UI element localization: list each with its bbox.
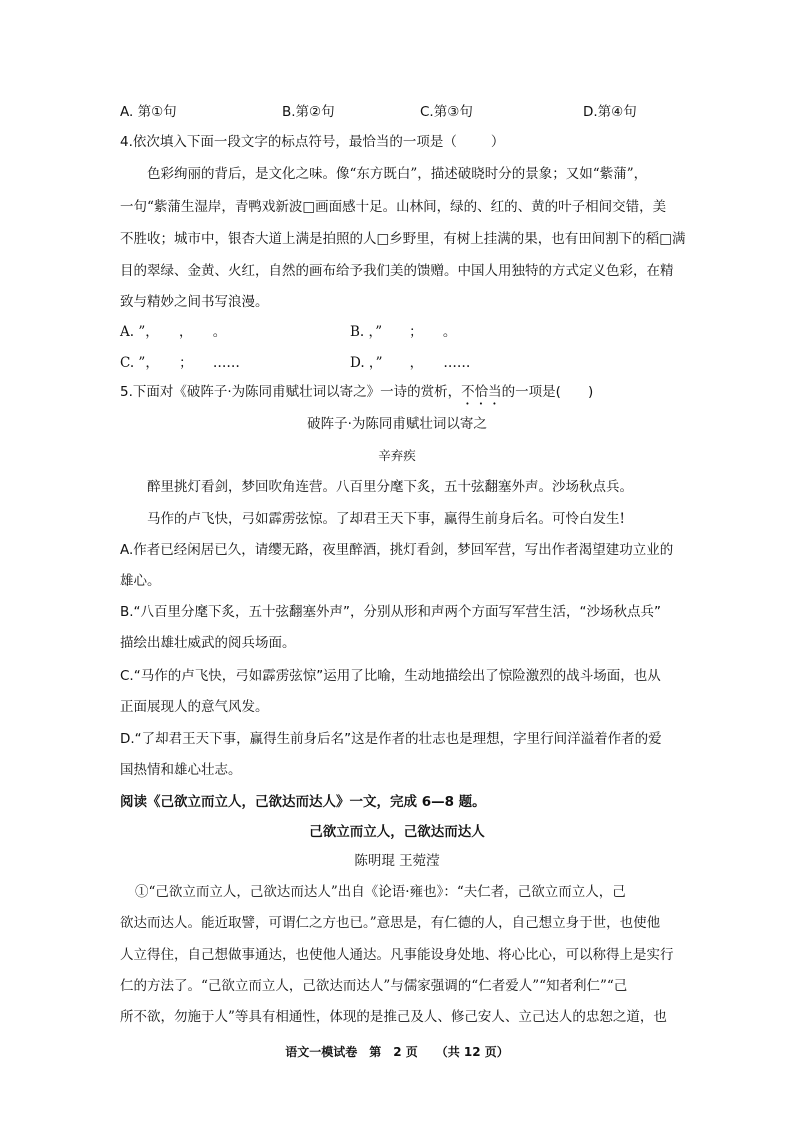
reading-instruction: 阅读《己欲立而立人，己欲达而达人》一文，完成 6—8 题。 xyxy=(120,794,486,810)
q5-stem: 5.下面对《破阵子·为陈同甫赋壮词以寄之》一诗的赏析，不恰当的一项是( ) xyxy=(120,384,594,400)
article-paragraph-line: 仁的方法了。“己欲立而立人，己欲达而达人”与儒家强调的“仁者爱人”“知者利仁”“己 xyxy=(120,978,628,994)
q4-passage-line: 目的翠绿、金黄、火红，自然的画布给予我们美的馈赠。中国人用独特的方式定义色彩，在精 xyxy=(120,263,674,279)
poem-line: 马作的卢飞快，弓如霹雳弦惊。了却君王天下事，赢得生前身后名。可怜白发生! xyxy=(147,511,625,527)
article-paragraph-line: ①“己欲立而立人，己欲达而达人”出自《论语·雍也》：“夫仁者，己欲立而立人，己 xyxy=(135,884,626,900)
q4-passage-line: 不胜收；城市中，银杏大道上满是拍照的人□乡野里，有树上挂满的果，也有田间割下的稻□满 xyxy=(120,231,686,247)
q5-option-line: C.“马作的卢飞快，弓如霹雳弦惊”运用了比喻，生动地描绘出了惊险激烈的战斗场面，也从 xyxy=(120,668,661,684)
poem-author: 辛弃疾 xyxy=(378,448,416,463)
q5-option-line: 描绘出雄壮威武的阅兵场面。 xyxy=(120,635,296,651)
article-paragraph-line: 所不欲，勿施于人”等具有相通性，体现的是推己及人、修己安人、立己达人的忠恕之道，也 xyxy=(120,1009,667,1025)
article-title: 己欲立而立人，己欲达而达人 xyxy=(309,824,485,840)
q3-option-b: B.第②句 xyxy=(282,104,335,120)
q4-option-b: B. ，” ； 。 xyxy=(350,324,457,340)
q4-option-a: A. ”， ， 。 xyxy=(120,324,227,340)
q3-option-d: D.第④句 xyxy=(583,104,637,120)
q4-passage-line: 色彩绚丽的背后，是文化之味。像“东方既白”，描述破晓时分的景象；又如“紫蒲”， xyxy=(147,166,648,182)
q4-passage-line: 致与精妙之间书写浪漫。 xyxy=(120,294,269,310)
q4-option-c: C. ”， ； …… xyxy=(120,355,240,371)
q4-option-d: D. ，” ， …… xyxy=(350,355,471,371)
article-paragraph-line: 人立得住，自己想做事通达，也使他人通达。凡事能设身处地、将心比心，可以称得上是实行 xyxy=(120,947,674,963)
q3-option-c: C.第③句 xyxy=(420,104,473,120)
article-authors: 陈明琨 王菀滢 xyxy=(354,853,440,869)
q5-option-line: 国热情和雄心壮志。 xyxy=(120,762,242,778)
q5-option-line: B.“八百里分麾下炙，五十弦翻塞外声”，分别从形和声两个方面写军营生活，“沙场秋点兵” xyxy=(120,604,662,620)
poem-line: 醉里挑灯看剑，梦回吹角连营。八百里分麾下炙，五十弦翻塞外声。沙场秋点兵。 xyxy=(147,479,633,495)
q5-option-line: 雄心。 xyxy=(120,573,161,589)
q4-stem: 4.依次填入下面一段文字的标点符号，最恰当的一项是（ ） xyxy=(120,134,505,150)
q5-option-line: D.“了却君王天下事，赢得生前身后名”这是作者的壮志也是理想，字里行间洋溢着作者的爱 xyxy=(120,731,662,747)
q5-option-line: 正面展现人的意气风发。 xyxy=(120,699,269,715)
q4-passage-line: 一句“紫蒲生湿岸，青鸭戏新波□画面感十足。山林间，绿的、红的、黄的叶子相间交错，美 xyxy=(120,199,667,215)
poem-title: 破阵子·为陈同甫赋壮词以寄之 xyxy=(307,416,487,432)
q3-option-a: A. 第①句 xyxy=(120,104,177,120)
article-paragraph-line: 欲达而达人。能近取譬，可谓仁之方也已。”意思是，有仁德的人，自己想立身于世，也使他 xyxy=(120,915,661,931)
page-footer: 语文一模试卷 第 2 页 （共 12 页） xyxy=(285,1045,509,1059)
q5-option-line: A.作者已经闲居已久，请缨无路，夜里醉酒，挑灯看剑，梦回军营，写出作者渴望建功立业的 xyxy=(120,542,674,558)
